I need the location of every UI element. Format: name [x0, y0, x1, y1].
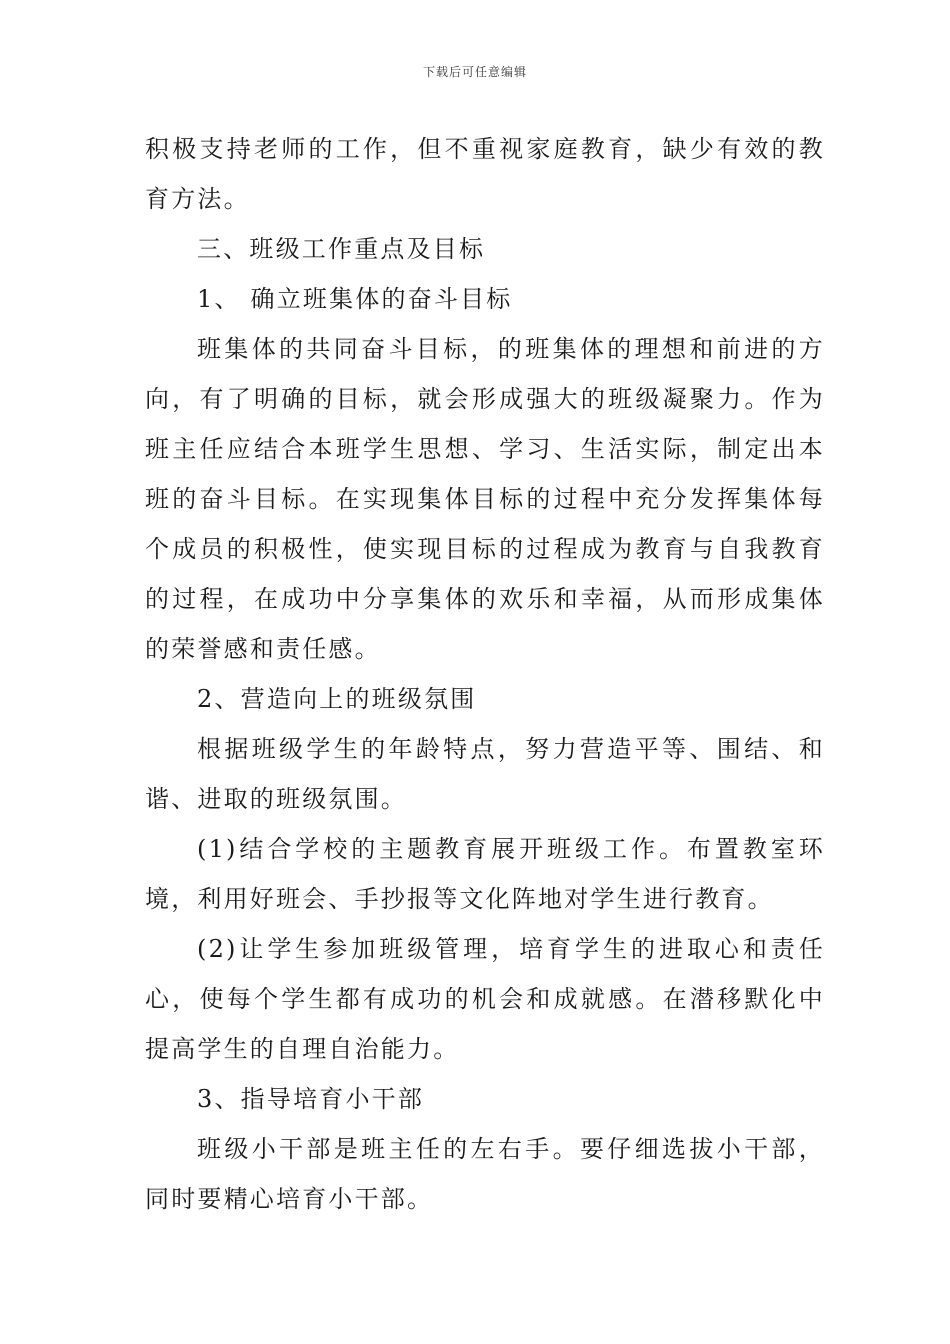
- section-heading-3: 三、班级工作重点及目标: [197, 235, 486, 263]
- paragraph-goal: 班集体的共同奋斗目标，的班集体的理想和前进的方向，有了明确的目标，就会形成强大的班级凝聚力。作为班主任应结合本班学生思想、学习、生活实际，制定出本班的奋斗目标。在实现集体目标的过程中充分发挥集体每个成员的积极性，使实现目标的过程成为教育与自我教育的过程，在成功中分享集体的欢乐和幸福，从而形成集体的荣誉感和责任感。: [145, 335, 825, 663]
- paragraph-cadre: 班级小干部是班主任的左右手。要仔细选拔小干部，同时要精心培育小干部。: [145, 1135, 825, 1213]
- paragraph-atmosphere: 根据班级学生的年龄特点，努力营造平等、围结、和谐、进取的班级氛围。: [145, 735, 825, 813]
- paragraph-item-1: (1)结合学校的主题教育展开班级工作。布置教室环境，利用好班会、手抄报等文化阵地对学生进行教育。: [145, 835, 825, 913]
- document-body: [145, 124, 825, 1224]
- subheading-2: 2、营造向上的班级氛围: [197, 685, 477, 713]
- subheading-1: 1、 确立班集体的奋斗目标: [197, 285, 513, 313]
- page-header: 下载后可任意编辑: [422, 65, 527, 79]
- paragraph-item-2: (2)让学生参加班级管理，培育学生的进取心和责任心，使每个学生都有成功的机会和成就感。在潜移默化中提高学生的自理自治能力。: [145, 935, 825, 1063]
- subheading-3: 3、指导培育小干部: [197, 1085, 425, 1113]
- paragraph-1: 积极支持老师的工作，但不重视家庭教育，缺少有效的教育方法。: [145, 135, 825, 213]
